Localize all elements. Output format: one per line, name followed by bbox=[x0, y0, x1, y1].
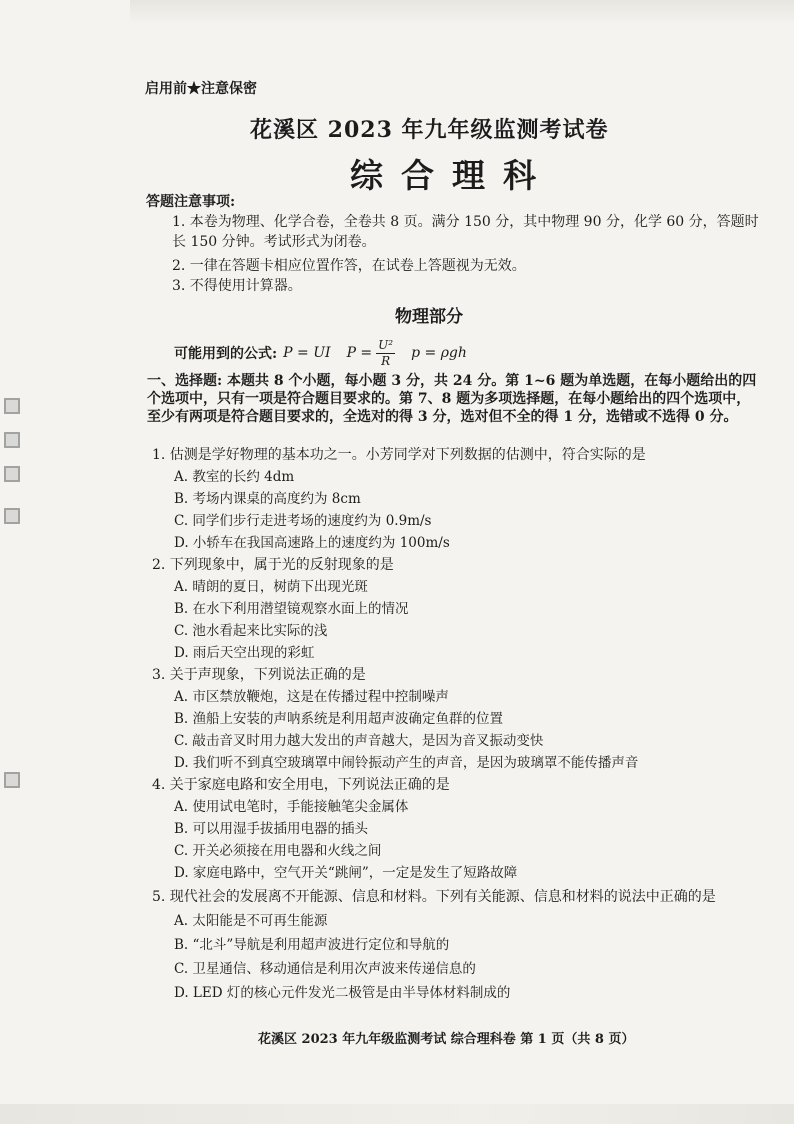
formula-power-resistance bbox=[347, 338, 412, 369]
option: D. 家庭电路中，空气开关“跳闸”，一定是发生了短路故障 bbox=[174, 865, 518, 881]
confidential-label: 启用前★注意保密 bbox=[145, 81, 257, 97]
option: B. “北斗”导航是利用超声波进行定位和导航的 bbox=[174, 937, 450, 953]
binding-mark bbox=[4, 466, 20, 482]
question-stem: 4. 关于家庭电路和安全用电，下列说法正确的是 bbox=[152, 777, 450, 793]
option: C. 卫星通信、移动通信是利用次声波来传递信息的 bbox=[174, 961, 476, 977]
option: C. 敲击音叉时用力越大发出的声音越大，是因为音叉振动变快 bbox=[174, 733, 544, 749]
exam-title: 花溪区 2023 年九年级监测考试卷 bbox=[250, 117, 609, 143]
binding-mark bbox=[4, 398, 20, 414]
fraction-denominator: R bbox=[381, 353, 391, 368]
binding-mark bbox=[4, 432, 20, 448]
question-stem: 1. 估测是学好物理的基本功之一。小芳同学对下列数据的估测中，符合实际的是 bbox=[152, 447, 646, 463]
formula-power: P = UI bbox=[283, 345, 331, 361]
option: D. 我们听不到真空玻璃罩中闹铃振动产生的声音，是因为玻璃罩不能传播声音 bbox=[174, 755, 639, 771]
formula-row bbox=[174, 332, 483, 374]
option: B. 渔船上安装的声呐系统是利用超声波确定鱼群的位置 bbox=[174, 711, 504, 727]
option: D. LED 灯的核心元件发光二极管是由半导体材料制成的 bbox=[174, 985, 511, 1001]
binding-mark bbox=[4, 508, 20, 524]
question-stem: 5. 现代社会的发展离不开能源、信息和材料。下列有关能源、信息和材料的说法中正确的是 bbox=[152, 889, 716, 905]
option: C. 池水看起来比实际的浅 bbox=[174, 623, 328, 639]
notes-heading: 答题注意事项: bbox=[146, 194, 236, 210]
page-footer: 花溪区 2023 年九年级监测考试 综合理科卷 第 1 页（共 8 页） bbox=[258, 1032, 635, 1047]
option: B. 考场内课桌的高度约为 8cm bbox=[174, 491, 361, 507]
question-stem: 3. 关于声现象，下列说法正确的是 bbox=[152, 667, 366, 683]
option: C. 同学们步行走进考场的速度约为 0.9m/s bbox=[174, 513, 432, 529]
option: A. 使用试电笔时，手能接触笔尖金属体 bbox=[174, 799, 409, 815]
fraction-numerator: U² bbox=[378, 337, 394, 352]
option: D. 雨后天空出现的彩虹 bbox=[174, 645, 315, 661]
option: A. 市区禁放鞭炮，这是在传播过程中控制噪声 bbox=[174, 689, 449, 705]
fraction bbox=[376, 338, 395, 369]
subject-title: 综合理科 bbox=[350, 156, 554, 195]
note-item: 3. 不得使用计算器。 bbox=[172, 278, 302, 294]
formula-lhs: P = bbox=[346, 345, 373, 361]
formula-pressure: p = ρgh bbox=[411, 345, 467, 361]
option: A. 太阳能是不可再生能源 bbox=[174, 913, 328, 929]
option: D. 小轿车在我国高速路上的速度约为 100m/s bbox=[174, 535, 450, 551]
option: A. 教室的长约 4dm bbox=[174, 469, 295, 485]
scan-edge bbox=[0, 1104, 794, 1124]
binding-mark bbox=[4, 772, 20, 788]
section-instructions: 一、选择题: 本题共 8 个小题，每小题 3 分，共 24 分。第 1~6 题为单选题，在每小题给出的四个选项中，只有一项是符合题目要求的。第 7、8 题为多项选择题，在每小题给出的四个选项中，至少有两项是符合题目要求的，全选对的得 3 分，选对但不全的得 1 分，选错或不选得 0 分。 bbox=[147, 373, 757, 425]
formula-label: 可能用到的公式: bbox=[174, 346, 278, 362]
option: B. 在水下利用潜望镜观察水面上的情况 bbox=[174, 601, 409, 617]
note-item: 2. 一律在答题卡相应位置作答，在试卷上答题视为无效。 bbox=[172, 258, 526, 274]
option: B. 可以用湿手拔插用电器的插头 bbox=[174, 821, 369, 837]
option: C. 开关必须接在用电器和火线之间 bbox=[174, 843, 382, 859]
option: A. 晴朗的夏日，树荫下出现光斑 bbox=[174, 579, 368, 595]
section-title: 物理部分 bbox=[395, 307, 463, 327]
scan-shadow bbox=[130, 0, 794, 24]
note-item: 1. 本卷为物理、化学合卷，全卷共 8 页。满分 150 分，其中物理 90 分，化学 60 分，答题时长 150 分钟。考试形式为闭卷。 bbox=[172, 214, 759, 250]
question-stem: 2. 下列现象中，属于光的反射现象的是 bbox=[152, 557, 394, 573]
